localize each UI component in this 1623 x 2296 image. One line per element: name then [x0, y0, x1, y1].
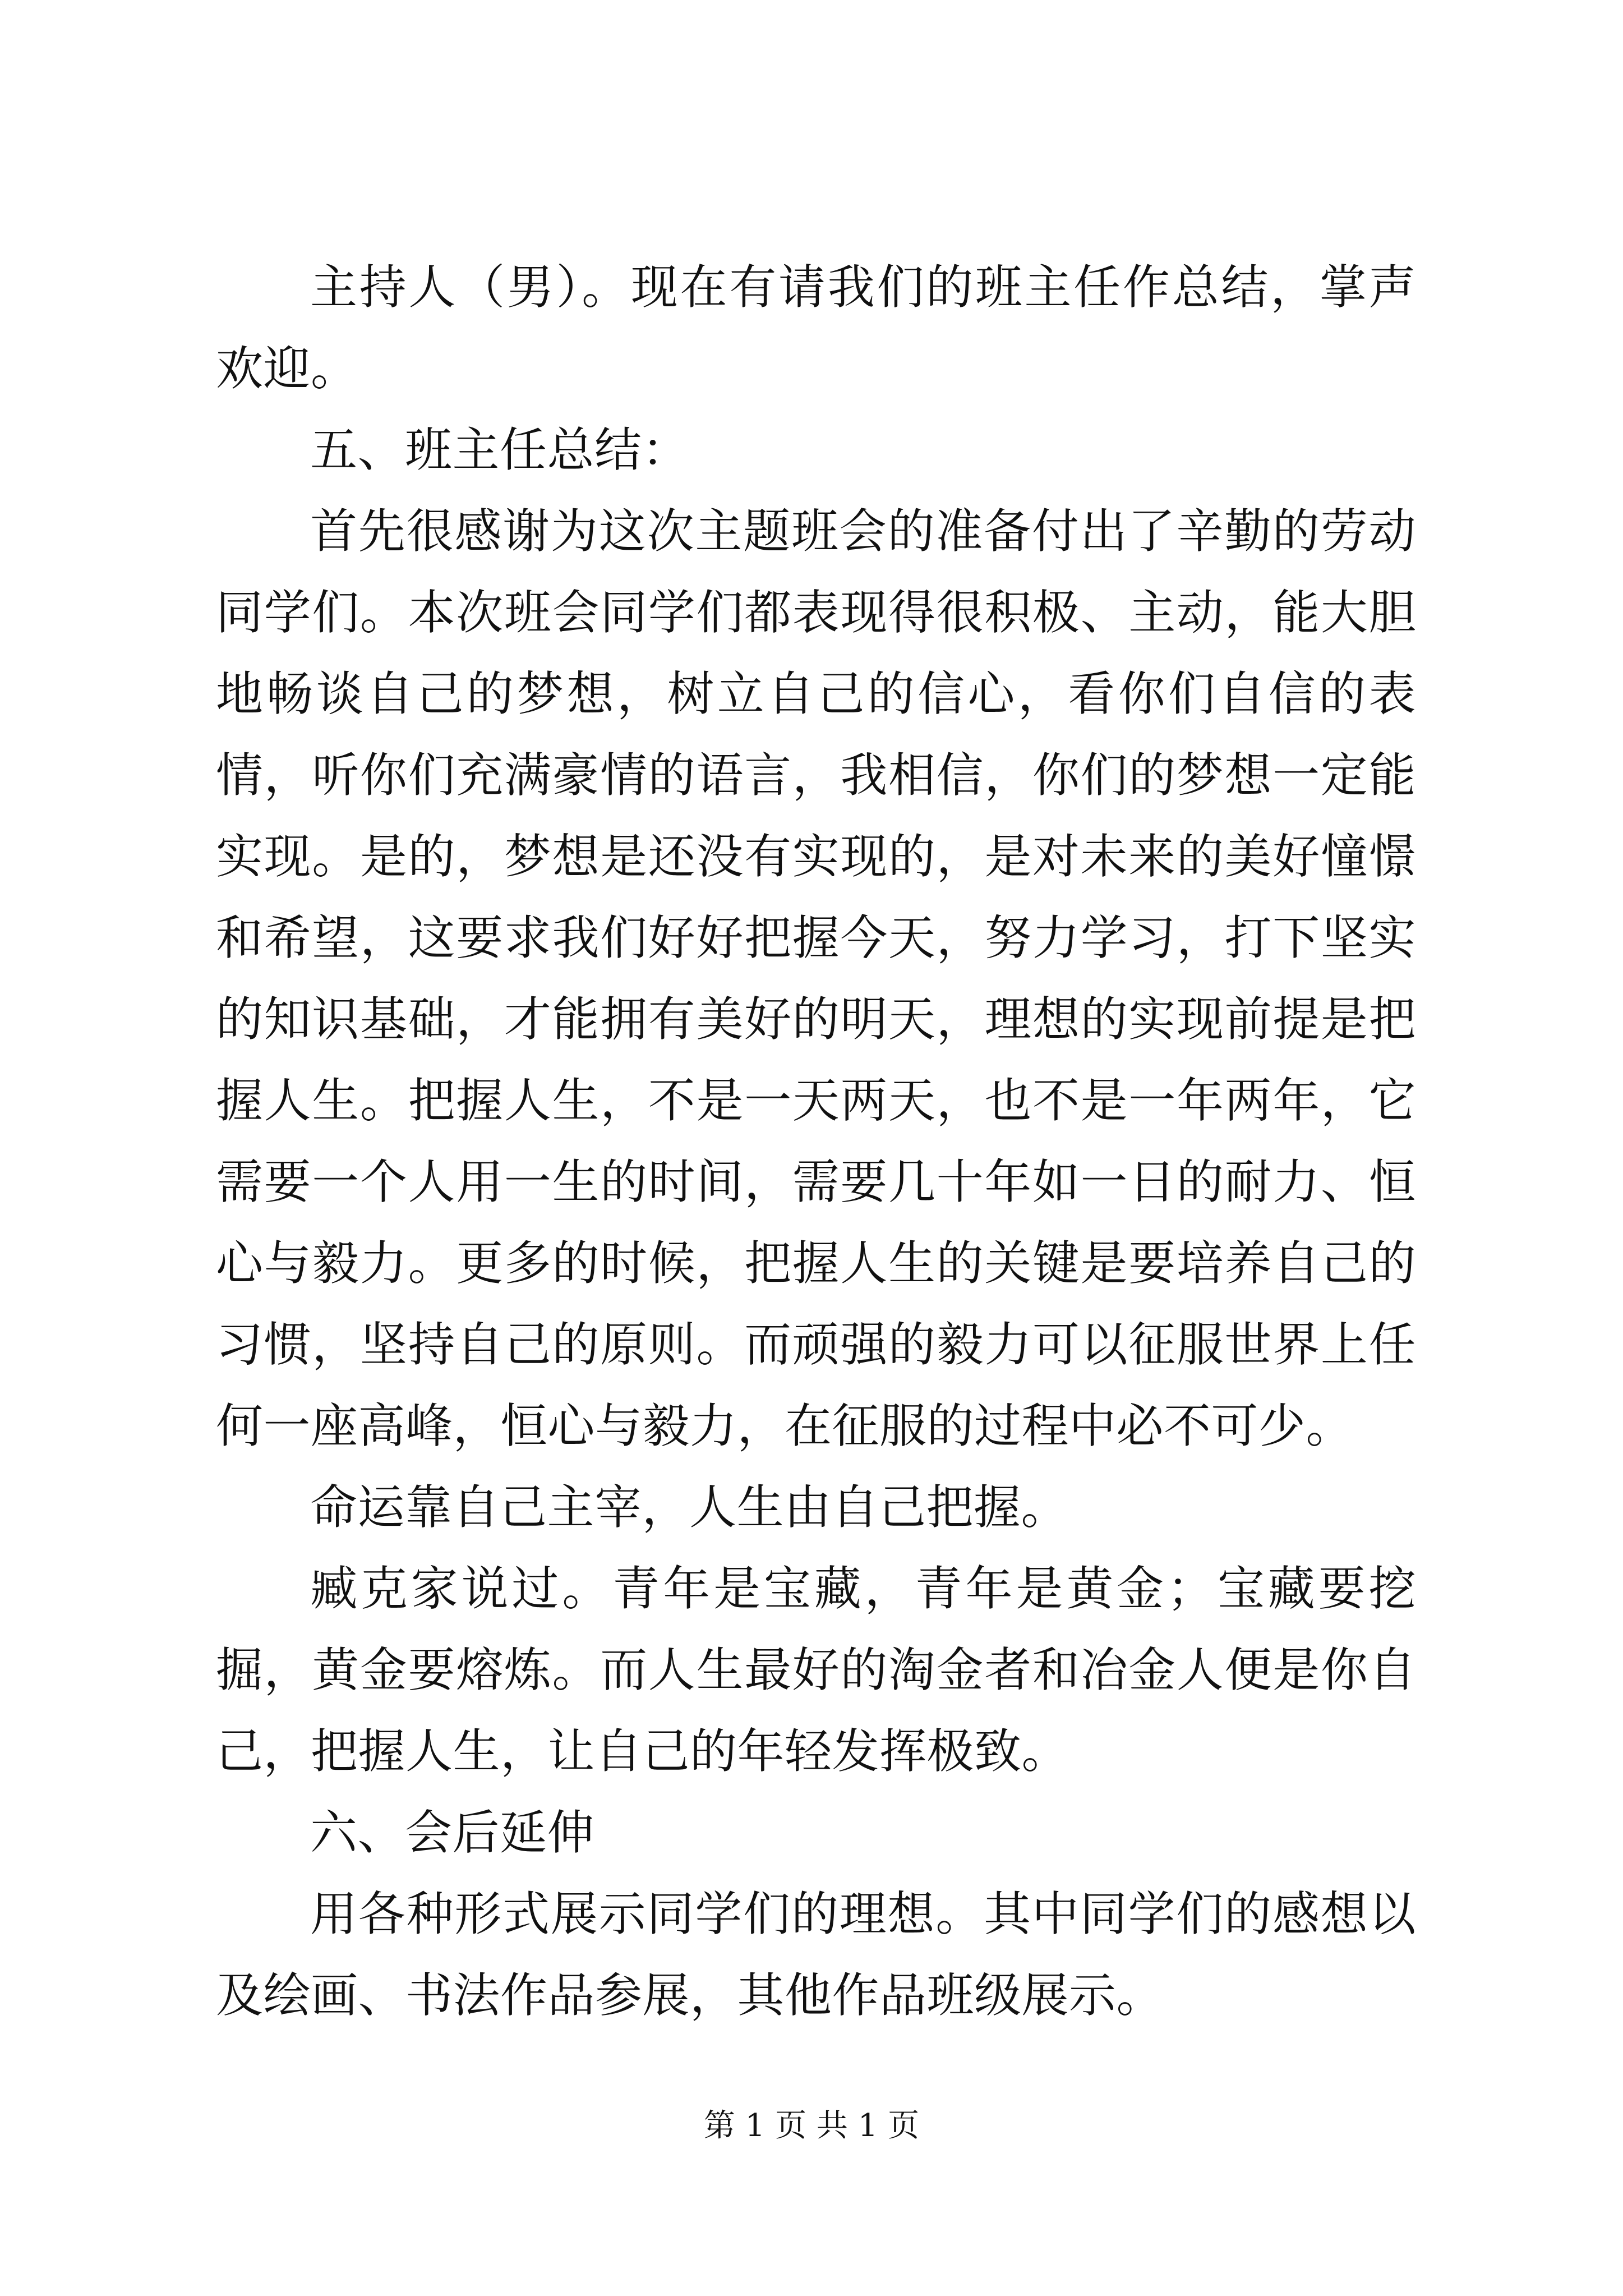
heading-section-six: 六、会后延伸	[310, 1805, 595, 1860]
paragraph-destiny: 命运靠自己主宰，人生由自己把握。	[310, 1480, 1069, 1535]
paragraph-host-intro: 主持人（男）。现在有请我们的班主任作总结，掌声欢迎。	[216, 260, 1416, 396]
document-body	[216, 247, 1416, 2036]
paragraph-teacher-summary: 首先很感谢为这次主题班会的准备付出了辛勤的劳动同学们。本次班会同学们都表现得很积极、主动，能大胆地畅谈自己的梦想，树立自己的信心，看你们自信的表情，听你们充满豪情的语言，我相信，你们的梦想一定能实现。是的，梦想是还没有实现的，是对未来的美好憧憬和希望，这要求我们好好把握今天，努力学习，打下坚实的知识基础，才能拥有美好的明天，理想的实现前提是把握人生。把握人生，不是一天两天，也不是一年两年，它需要一个人用一生的时间，需要几十年如一日的耐力、恒心与毅力。更多的时候，把握人生的关键是要培养自己的习惯，坚持自己的原则。而顽强的毅力可以征服世界上任何一座高峰，恒心与毅力，在征服的过程中必不可少。	[216, 504, 1416, 1453]
page-footer: 第 1 页 共 1 页	[703, 2108, 920, 2144]
paragraph-extension: 用各种形式展示同学们的理想。其中同学们的感想以及绘画、书法作品参展，其他作品班级展示。	[216, 1887, 1416, 2023]
heading-section-five: 五、班主任总结：	[310, 422, 690, 477]
paragraph-quote: 臧克家说过。青年是宝藏，青年是黄金；宝藏要挖掘，黄金要熔炼。而人生最好的淘金者和冶金人便是你自己，把握人生，让自己的年轻发挥极致。	[216, 1561, 1416, 1779]
